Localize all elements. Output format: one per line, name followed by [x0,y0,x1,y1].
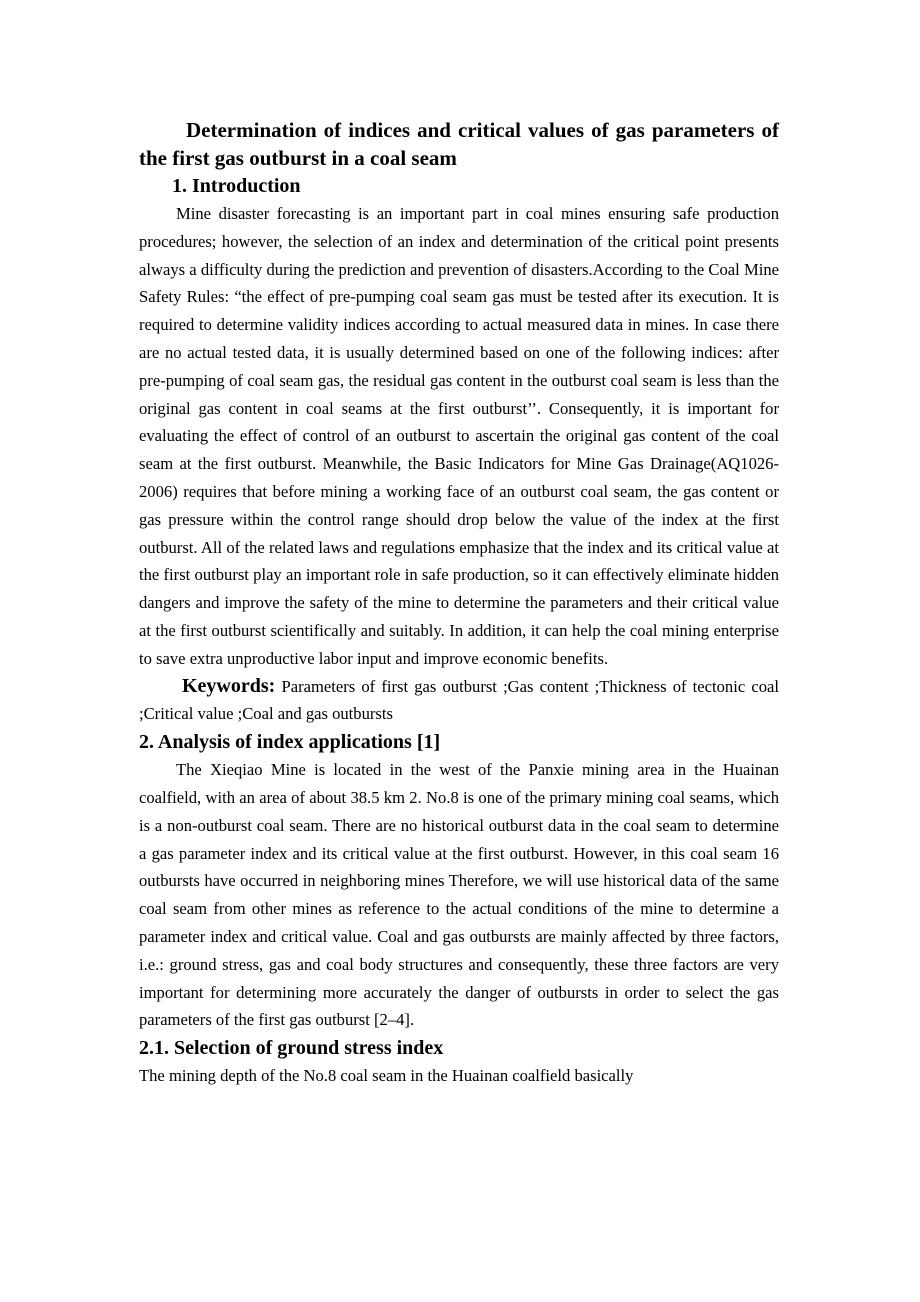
keywords-paragraph [139,673,779,729]
ground-stress-paragraph: The mining depth of the No.8 coal seam in the Huainan coalfield basically [139,1066,634,1086]
keywords-text: Parameters of first gas outburst ;Gas content ;Thickness of tectonic coal ;Critical value ;Coal and gas outbursts [139,676,779,724]
introduction-paragraph: Mine disaster forecasting is an important part in coal mines ensuring safe production procedures; however, the selection of an index and determination of the critical point presents always a difficulty during the prediction and prevention of disasters.According to the Coal Mine Safety Rules: “the effect of pre-pumping coal seam gas must be tested after its execution. It is required to determine validity indices according to actual measured data in mines. In case there are no actual tested data, it is usually determined based on one of the following indices: after pre-pumping of coal seam gas, the residual gas content in the outburst coal seam is less than the original gas content in coal seams at the first outburst’’. Consequently, it is important for evaluating the effect of control of an outburst to ascertain the original gas content of the coal seam at the first outburst. Meanwhile, the Basic Indicators for Mine Gas Drainage(AQ1026-2006) requires that before mining a working face of an outburst coal seam, the gas content or gas pressure within the control range should drop below the value of the index at the first outburst. All of the related laws and regulations emphasize that the index and its critical value at the first outburst play an important role in safe production, so it can effectively eliminate hidden dangers and improve the safety of the mine to determine the parameters and their critical value at the first outburst scientifically and suitably. In addition, it can help the coal mining enterprise to save extra unproductive labor input and improve economic benefits. [139,204,779,668]
paper-title: Determination of indices and critical values of gas parameters of the first gas outburst in a coal seam [139,118,779,170]
section-heading-introduction: 1. Introduction [172,175,301,197]
analysis-paragraph: The Xieqiao Mine is located in the west of the Panxie mining area in the Huainan coalfield, with an area of about 38.5 km 2. No.8 is one of the primary mining coal seams, which is a non-outburst coal seam. There are no historical outburst data in the coal seam to determine a gas parameter index and its critical value at the first outburst. However, in this coal seam 16 outbursts have occurred in neighboring mines Therefore, we will use historical data of the same coal seam from other mines as reference to the actual conditions of the mine to determine a parameter index and critical value. Coal and gas outbursts are mainly affected by three factors, i.e.: ground stress, gas and coal body structures and consequently, these three factors are very important for determining more accurately the danger of outbursts in order to select the gas parameters of the first gas outburst [2–4]. [139,760,779,1030]
subsection-heading-ground-stress: 2.1. Selection of ground stress index [139,1037,444,1060]
keywords-label: Keywords: [182,674,276,697]
section-heading-analysis: 2. Analysis of index applications [1] [139,731,441,754]
